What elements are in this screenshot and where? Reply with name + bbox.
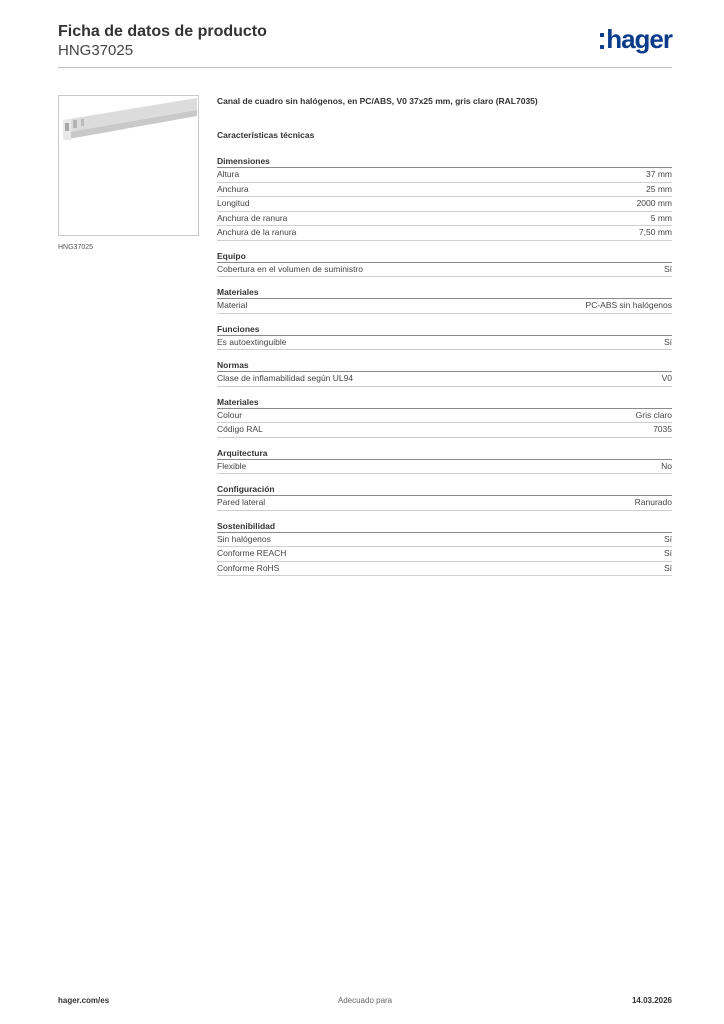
section-title: Normas — [217, 359, 672, 372]
spec-value: Sí — [663, 263, 672, 274]
spec-row — [217, 197, 672, 212]
section-sostenibilidad — [217, 520, 672, 577]
product-description: Canal de cuadro sin halógenos, en PC/ABS, V0 37x25 mm, gris claro (RAL7035) — [217, 96, 538, 106]
section-normas — [217, 359, 672, 387]
spec-label: Anchura de ranura — [217, 212, 288, 223]
spec-row — [217, 562, 672, 577]
spec-label: Flexible — [217, 460, 247, 471]
spec-value: Gris claro — [635, 409, 672, 420]
section-materiales — [217, 286, 672, 314]
spec-row — [217, 547, 672, 562]
spec-label: Longitud — [217, 198, 250, 208]
spec-row — [217, 372, 672, 387]
spec-label: Conforme RoHS — [217, 562, 280, 573]
product-image-caption: HNG37025 — [58, 244, 94, 251]
spec-row — [217, 263, 672, 278]
page-title: Ficha de datos de producto — [58, 23, 267, 40]
page-header — [58, 22, 672, 68]
spec-value: Sí — [663, 533, 672, 544]
spec-label: Es autoextinguible — [217, 336, 287, 347]
product-image — [58, 95, 199, 236]
spec-row — [217, 336, 672, 351]
spec-row — [217, 212, 672, 227]
spec-value: Sí — [663, 562, 672, 573]
spec-label: Cobertura en el volumen de suministro — [217, 263, 363, 274]
spec-value: Sí — [663, 548, 672, 558]
spec-value: PC-ABS sin halógenos — [585, 300, 672, 310]
spec-label: Código RAL — [217, 424, 263, 434]
datasheet-content — [217, 95, 672, 585]
spec-row — [217, 409, 672, 424]
spec-row — [217, 460, 672, 475]
spec-value: 2000 mm — [636, 198, 672, 208]
section-materiales-color — [217, 396, 672, 438]
section-title: Sostenibilidad — [217, 520, 672, 533]
spec-row — [217, 168, 672, 183]
spec-label: Sin halógenos — [217, 533, 271, 544]
spec-label: Altura — [217, 169, 240, 179]
hager-logo[interactable] — [600, 25, 672, 55]
section-title: Funciones — [217, 323, 672, 336]
section-funciones — [217, 323, 672, 351]
spec-label: Anchura de la ranura — [217, 227, 297, 237]
spec-label: Pared lateral — [217, 497, 266, 507]
spec-value: 25 mm — [646, 183, 672, 194]
spec-label: Clase de inflamabilidad según UL94 — [217, 373, 354, 383]
spec-row — [217, 533, 672, 548]
spec-row — [217, 423, 672, 438]
section-arquitectura — [217, 447, 672, 475]
tech-characteristics-heading: Características técnicas — [217, 130, 315, 140]
spec-value: 7035 — [653, 424, 672, 434]
section-configuracion — [217, 483, 672, 511]
section-title: Equipo — [217, 250, 672, 263]
footer-date: 14.03.2026 — [631, 996, 672, 1005]
footer-center-text: Adecuado para — [337, 996, 393, 1005]
section-title: Arquitectura — [217, 447, 672, 460]
spec-sections — [217, 155, 672, 576]
spec-label: Conforme REACH — [217, 548, 287, 558]
spec-label: Colour — [217, 409, 243, 420]
spec-label: Anchura — [217, 183, 249, 194]
spec-value: Ranurado — [634, 497, 672, 507]
spec-value: No — [661, 460, 672, 471]
section-dimensiones — [217, 155, 672, 241]
logo-text: hager — [606, 24, 672, 54]
page-footer — [58, 996, 672, 1008]
spec-row — [217, 496, 672, 511]
spec-row — [217, 299, 672, 314]
footer-website-link[interactable]: hager.com/es — [58, 996, 110, 1005]
spec-value: V0 — [661, 373, 672, 383]
section-equipo — [217, 250, 672, 278]
logo-dots-icon — [600, 33, 604, 49]
section-title: Configuración — [217, 483, 672, 496]
spec-value: 37 mm — [646, 169, 672, 179]
spec-row — [217, 183, 672, 198]
cable-duct-icon — [59, 96, 198, 235]
section-title: Materiales — [217, 286, 672, 299]
spec-value: 7,50 mm — [638, 227, 672, 237]
section-title: Materiales — [217, 396, 672, 409]
spec-row — [217, 226, 672, 241]
spec-label: Material — [217, 300, 248, 310]
spec-value: 5 mm — [650, 212, 672, 223]
product-code: HNG37025 — [58, 42, 134, 59]
section-title: Dimensiones — [217, 155, 672, 168]
spec-value: Sí — [663, 336, 672, 347]
